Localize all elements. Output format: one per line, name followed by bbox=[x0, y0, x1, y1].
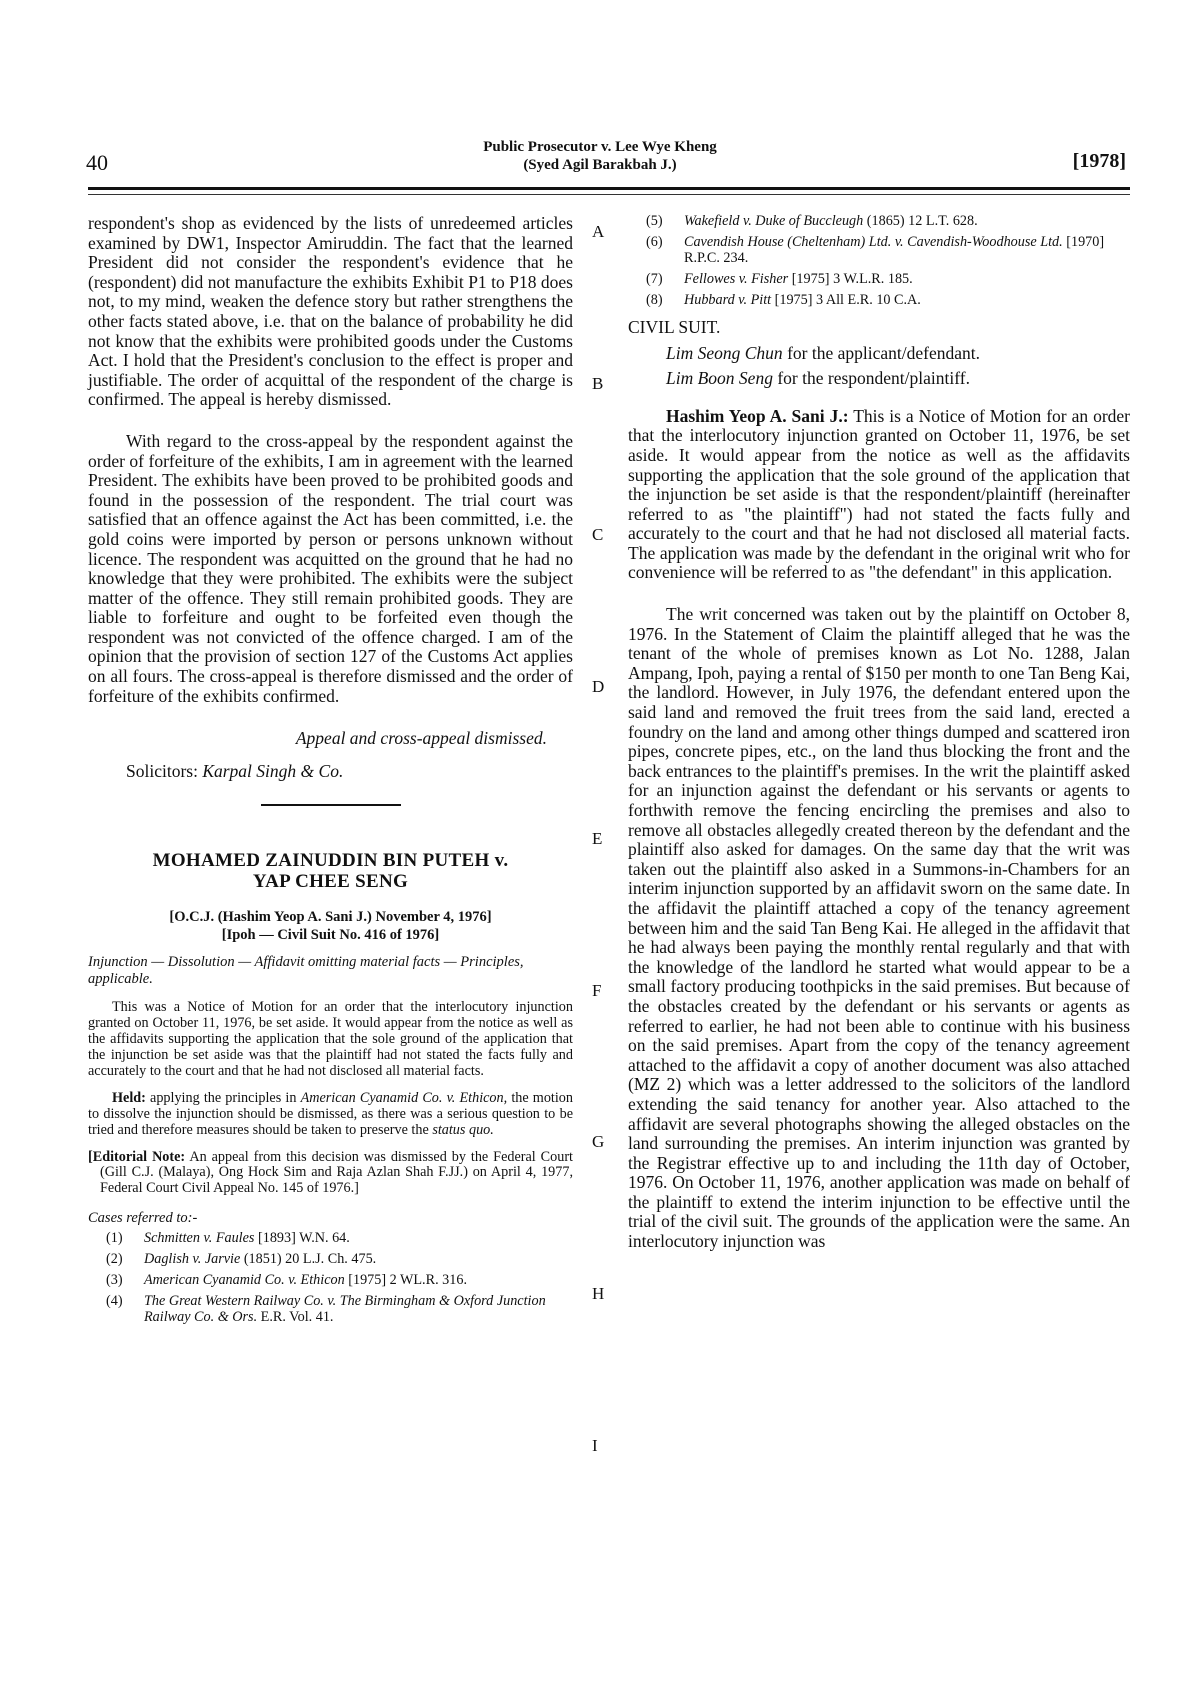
margin-letter-f: F bbox=[592, 981, 602, 1000]
case-name: Schmitten v. Faules bbox=[144, 1230, 255, 1247]
case-number: (6) bbox=[646, 233, 663, 250]
case-title bbox=[88, 850, 573, 892]
year-label: [1978] bbox=[1072, 150, 1126, 172]
case-cite: [1893] W.N. 64. bbox=[258, 1230, 350, 1247]
running-head bbox=[300, 138, 900, 174]
case-cite: E.R. Vol. 41. bbox=[260, 1308, 334, 1325]
case-cite: [1975] 3 All E.R. 10 C.A. bbox=[774, 291, 921, 308]
editorial-text: An appeal from this decision was dismissed by the Federal Court (Gill C.J. (Malaya), Ong Hock Sim and Raja Azlan Shah F.JJ.) on April 4, 1977, Federal Court Civil Appeal No. 145 of 1976.] bbox=[100, 1148, 573, 1197]
case-item bbox=[628, 235, 1130, 267]
judgment-paragraph: respondent's shop as evidenced by the lists of unredeemed articles examined by DW1, Inspector Amiruddin. The fact that the learned President did not consider the respondent's evidence that he (respondent) did not manufacture the exhibits Exhibit P1 to P18 does not, to my mind, weaken the defence story but rather strengthens the other facts stated above, i.e. that on the balance of probability he did not know that the exhibits were prohibited goods under the Customs Act. I hold that the President's conclusion to the effect is proper and justifiable. The order of acquittal of the respondent of the charge is confirmed. The appeal is hereby dismissed. bbox=[88, 213, 573, 410]
header-rule-thick bbox=[88, 187, 1130, 190]
case-number: (5) bbox=[646, 213, 663, 229]
case-citation: [O.C.J. (Hashim Yeop A. Sani J.) November 4, 1976] bbox=[169, 909, 492, 926]
solicitors-label: Solicitors: bbox=[126, 761, 198, 782]
case-item bbox=[88, 1294, 573, 1326]
case-item bbox=[88, 1273, 573, 1289]
case-name: Fellowes v. Fisher bbox=[684, 270, 789, 287]
case-name: Wakefield v. Duke of Buccleugh bbox=[684, 213, 864, 229]
held-paragraph bbox=[88, 1091, 573, 1139]
case-number: (8) bbox=[646, 291, 663, 308]
counsel-role: for the applicant/defendant. bbox=[787, 342, 980, 363]
margin-letter-c: C bbox=[592, 525, 604, 544]
case-cite: [1975] 2 WL.R. 316. bbox=[348, 1272, 467, 1289]
margin-letter-b: B bbox=[592, 374, 604, 393]
counsel-role: for the respondent/plaintiff. bbox=[777, 368, 970, 389]
case-name: Daglish v. Jarvie bbox=[144, 1251, 241, 1268]
counsel-name: Lim Boon Seng bbox=[666, 368, 773, 389]
solicitors-value: Karpal Singh & Co. bbox=[202, 761, 344, 782]
case-cite: [1975] 3 W.L.R. 185. bbox=[791, 270, 913, 287]
held-status: status quo. bbox=[432, 1121, 494, 1138]
case-number: (7) bbox=[646, 270, 663, 287]
judge-name: Hashim Yeop A. Sani J.: bbox=[666, 405, 849, 426]
case-number: (3) bbox=[106, 1272, 123, 1289]
judgment-paragraph: The writ concerned was taken out by the plaintiff on October 8, 1976. In the Statement of Claim the plaintiff alleged that he was the tenant of the whole of premises known as Lot No. 1288, Jalan Ampang, Ipoh, paying a rental of $150 per month to one Tan Beng Kai, the landlord. However, in July 1976, the defendant entered upon the said land and removed the fruit trees from the said land, erected a foundry on the land and among other things dumped and scattered iron pipes, concrete pipes, etc., on the land thus blocking the front and the back entrances to the plaintiff's premises. In the writ the plaintiff asked for an injunction against the defendant or his servants or agents to forthwith remove the fencing encircling the premises and also to remove all obstacles allegedly created thereon by the defendant and the plaintiff also asked for damages. On the same day that the writ was taken out the plaintiff also asked in a Summons-in-Chambers for an interim injunction supported by an affidavit sworn on the same date. In the affidavit the plaintiff attached a copy of the tenancy agreement between him and the said Tan Beng Kai. He alleged in the affidavit that he had always been paying the monthly rental regularly and that with the knowledge of the landlord he started what would appear to be a small factory producing toothpicks in the said premises. But because of the obstacles created by the defendant or his servants or agents as referred to earlier, he had not been able to continue with his business on the said premises. Apart from the copy of the tenancy agreement attached to the affidavit a copy of another document was also attached (MZ 2) which was a letter addressed to the solicitors of the landlord extending the said tenancy for another year. Also attached to the affidavit are several photographs showing the alleged obstacles on the land surrounding the premises. An interim injunction was granted by the Registrar effective up to and including the 11th day of October, 1976. On October 11, 1976, another application was made on behalf of the plaintiff to extend the interim injunction to be effective until the trial of the civil suit. The grounds of the application were the same. An interlocutory injunction was bbox=[628, 604, 1130, 1252]
case-name: American Cyanamid Co. v. Ethicon bbox=[144, 1272, 345, 1289]
case-number: (1) bbox=[106, 1230, 123, 1247]
disposal-note: Appeal and cross-appeal dismissed. bbox=[295, 728, 547, 749]
judgment-text: This is a Notice of Motion for an order that the interlocutory injunction granted on October 11, 1976, be set aside. It would appear from the notice as well as the affidavits supporting the application that the sole ground of the application that the injunction be set aside is that the respondent/plaintiff (hereinafter referred to as "the plaintiff") had not stated the facts fully and accurately to the court and that he had not disclosed all material facts. The application was made by the defendant in the original writ who for convenience will be referred to as "the defendant" in this application. bbox=[628, 405, 1130, 583]
catchwords: Injunction — Dissolution — Affidavit omitting material facts — Principles, applicable. bbox=[88, 954, 524, 988]
case-item bbox=[628, 214, 1130, 230]
header-rule-thin bbox=[88, 194, 1130, 195]
counsel-applicant bbox=[628, 344, 1130, 364]
case-item bbox=[88, 1231, 573, 1247]
headnote: This was a Notice of Motion for an order that the interlocutory injunction granted on October 11, 1976, be set aside. It would appear from the notice as well as the affidavits supporting the application that the sole ground of the application that the injunction be set aside was that the plaintiff had not stated the facts fully and accurately to the court and that he had not disclosed all material facts. bbox=[88, 999, 573, 1079]
counsel-respondent bbox=[628, 369, 1130, 389]
margin-letter-g: G bbox=[592, 1132, 605, 1151]
case-cite: (1865) 12 L.T. 628. bbox=[866, 213, 978, 229]
margin-letter-h: H bbox=[592, 1284, 605, 1303]
section-divider bbox=[261, 804, 401, 806]
case-name: The Great Western Railway Co. v. The Birmingham & Oxford Junction Railway Co. & Ors. bbox=[144, 1292, 546, 1325]
held-label: Held: bbox=[112, 1089, 146, 1106]
case-title-line: YAP CHEE SENG bbox=[252, 871, 409, 893]
civil-suit-heading: CIVIL SUIT. bbox=[628, 316, 721, 337]
held-case: American Cyanamid Co. v. Ethicon, bbox=[300, 1089, 508, 1106]
margin-letter-a: A bbox=[592, 222, 605, 241]
solicitors-line bbox=[88, 761, 573, 782]
case-name: Hubbard v. Pitt bbox=[684, 291, 772, 308]
case-number: (4) bbox=[106, 1292, 123, 1309]
case-item bbox=[628, 272, 1130, 288]
case-cite: [1970] R.P.C. 234. bbox=[684, 233, 1105, 266]
cases-heading: Cases referred to:- bbox=[88, 1210, 198, 1227]
running-title: Public Prosecutor v. Lee Wye Kheng bbox=[483, 139, 717, 155]
held-text: applying the principles in bbox=[150, 1089, 297, 1106]
cases-list bbox=[88, 1231, 573, 1326]
margin-letter-e: E bbox=[592, 829, 603, 848]
case-name: Cavendish House (Cheltenham) Ltd. v. Cavendish-Woodhouse Ltd. bbox=[684, 233, 1063, 250]
page-number: 40 bbox=[86, 150, 108, 175]
case-item bbox=[88, 1252, 573, 1268]
held-text: the motion to dissolve the injunction should be dismissed, as there was a serious question to be tried and therefore measures should be taken to preserve the bbox=[88, 1089, 573, 1138]
right-column bbox=[628, 214, 1130, 1274]
case-item bbox=[628, 293, 1130, 309]
left-column bbox=[88, 214, 573, 1331]
judgment-paragraph: With regard to the cross-appeal by the respondent against the order of forfeiture of the exhibits, I am in agreement with the learned President. The exhibits have been proved to be prohibited goods and found in the possession of the respondent. The trial court was satisfied that an offence against the Act has been committed, i.e. the gold coins were imported by person or persons unknown without licence. The respondent was acquitted on the ground that he had no knowledge that they were prohibited. The exhibits were the subject matter of the offence. They still remain prohibited goods. They are liable to forfeiture and ought to be forfeited even though the respondent was not convicted of the offence charged. I am of the opinion that the provision of section 127 of the Customs Act applies on all fours. The cross-appeal is therefore dismissed and the order of forfeiture of the exhibits confirmed. bbox=[88, 430, 573, 706]
case-court: [Ipoh — Civil Suit No. 416 of 1976] bbox=[221, 927, 440, 944]
running-judge: (Syed Agil Barakbah J.) bbox=[523, 157, 677, 173]
margin-letter-d: D bbox=[592, 677, 605, 696]
case-title-line: MOHAMED ZAINUDDIN BIN PUTEH v. bbox=[152, 850, 509, 872]
margin-letter-i: I bbox=[592, 1436, 598, 1455]
counsel-name: Lim Seong Chun bbox=[666, 342, 783, 363]
case-number: (2) bbox=[106, 1251, 123, 1268]
editorial-note bbox=[88, 1150, 573, 1198]
case-cite: (1851) 20 L.J. Ch. 475. bbox=[243, 1251, 377, 1268]
judgment-paragraph bbox=[628, 407, 1130, 583]
cases-list-continued bbox=[628, 214, 1130, 309]
editorial-label: [Editorial Note: bbox=[88, 1148, 186, 1165]
